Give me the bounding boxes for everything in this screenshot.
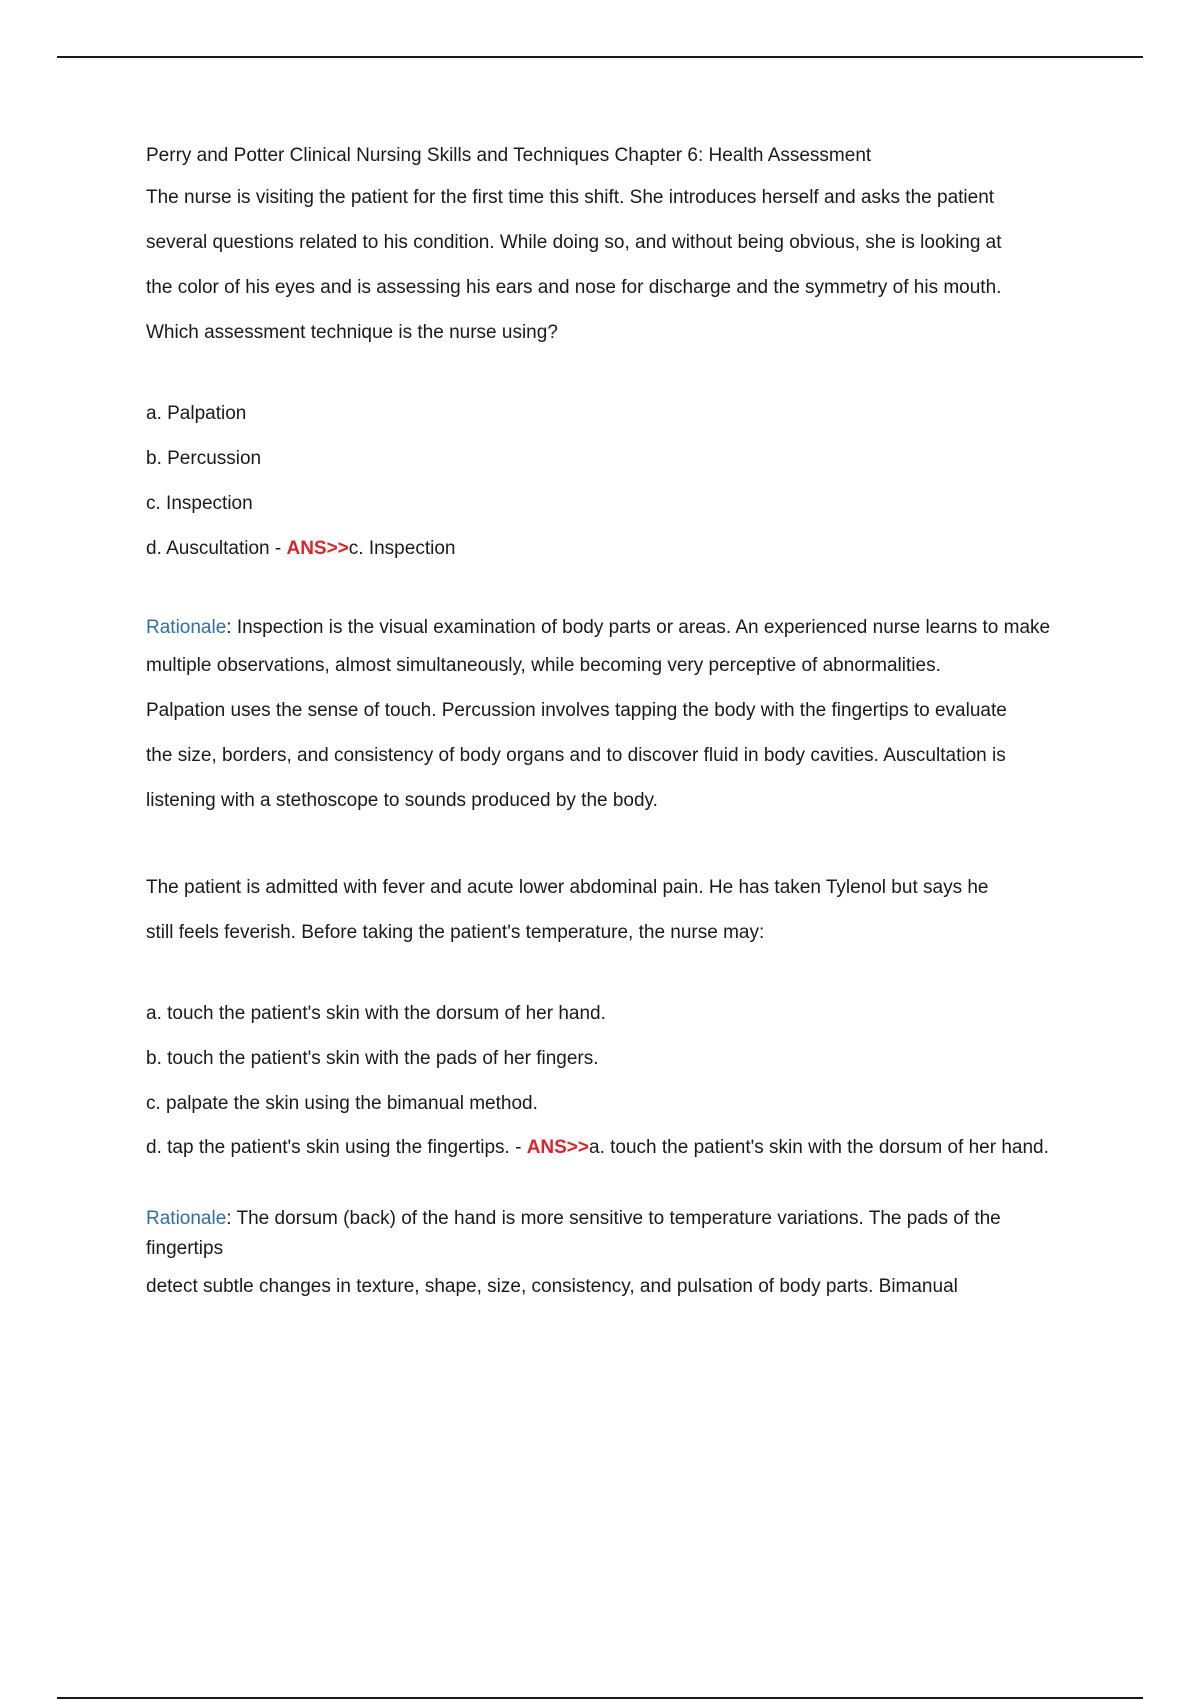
stem-line: The nurse is visiting the patient for the first time this shift. She introduces herself and asks the patient (146, 187, 995, 208)
stem-line: The patient is admitted with fever and acute lower abdominal pain. He has taken Tylenol but says he (146, 877, 989, 898)
option-c: c. Inspection (146, 493, 253, 514)
rationale-line: the size, borders, and consistency of body organs and to discover fluid in body cavities. Auscultation is (146, 745, 1006, 766)
rationale-line: listening with a stethoscope to sounds produced by the body. (146, 790, 658, 811)
option-d-with-answer (146, 1134, 1076, 1162)
option-a: a. touch the patient's skin with the dorsum of her hand. (146, 1003, 606, 1024)
question-2 (146, 865, 1076, 1309)
answer-marker: ANS>> (526, 1137, 589, 1158)
answer-marker: ANS>> (286, 538, 349, 559)
option-d: d. tap the patient's skin using the fingertips. - (146, 1137, 527, 1158)
stem-line: still feels feverish. Before taking the patient's temperature, the nurse may: (146, 922, 765, 943)
rationale-text: : The dorsum (back) of the hand is more sensitive to temperature variations. The pads of the fingertips (146, 1208, 1001, 1259)
rationale-line: multiple observations, almost simultaneously, while becoming very perceptive of abnormalities. (146, 655, 941, 676)
option-b: b. touch the patient's skin with the pads of her fingers. (146, 1048, 599, 1069)
page-title: Perry and Potter Clinical Nursing Skills and Techniques Chapter 6: Health Assessment (146, 145, 872, 166)
top-rule (57, 56, 1143, 58)
stem-line: several questions related to his condition. While doing so, and without being obvious, she is looking at (146, 232, 1002, 253)
rationale-label: Rationale (146, 1208, 227, 1229)
rationale-line: detect subtle changes in texture, shape, size, consistency, and pulsation of body parts. Bimanual (146, 1276, 958, 1297)
stem-line: Which assessment technique is the nurse using? (146, 322, 558, 343)
stem-line: the color of his eyes and is assessing his ears and nose for discharge and the symmetry of his mouth. (146, 277, 1002, 298)
option-b: b. Percussion (146, 448, 262, 469)
answer-text: a. touch the patient's skin with the dorsum of her hand. (589, 1137, 1049, 1158)
bottom-rule (57, 1697, 1143, 1699)
option-d-with-answer (146, 526, 1076, 571)
rationale-first-line (146, 1204, 1076, 1264)
rationale-body (146, 643, 1076, 823)
document-body (146, 142, 1076, 1309)
question-1 (146, 175, 1076, 823)
rationale-first-line (146, 613, 1076, 643)
rationale-text: : Inspection is the visual examination of body parts or areas. An experienced nurse learns to make (226, 617, 1051, 638)
question-stem (146, 175, 1076, 355)
question-stem (146, 865, 1076, 955)
option-c: c. palpate the skin using the bimanual method. (146, 1093, 538, 1114)
answer-text: c. Inspection (348, 538, 456, 559)
rationale-line: Palpation uses the sense of touch. Percussion involves tapping the body with the fingertips to evaluate (146, 700, 1007, 721)
rationale-label: Rationale (146, 617, 227, 638)
option-d: d. Auscultation - (146, 538, 287, 559)
option-a: a. Palpation (146, 403, 247, 424)
rationale-body (146, 1264, 1076, 1309)
